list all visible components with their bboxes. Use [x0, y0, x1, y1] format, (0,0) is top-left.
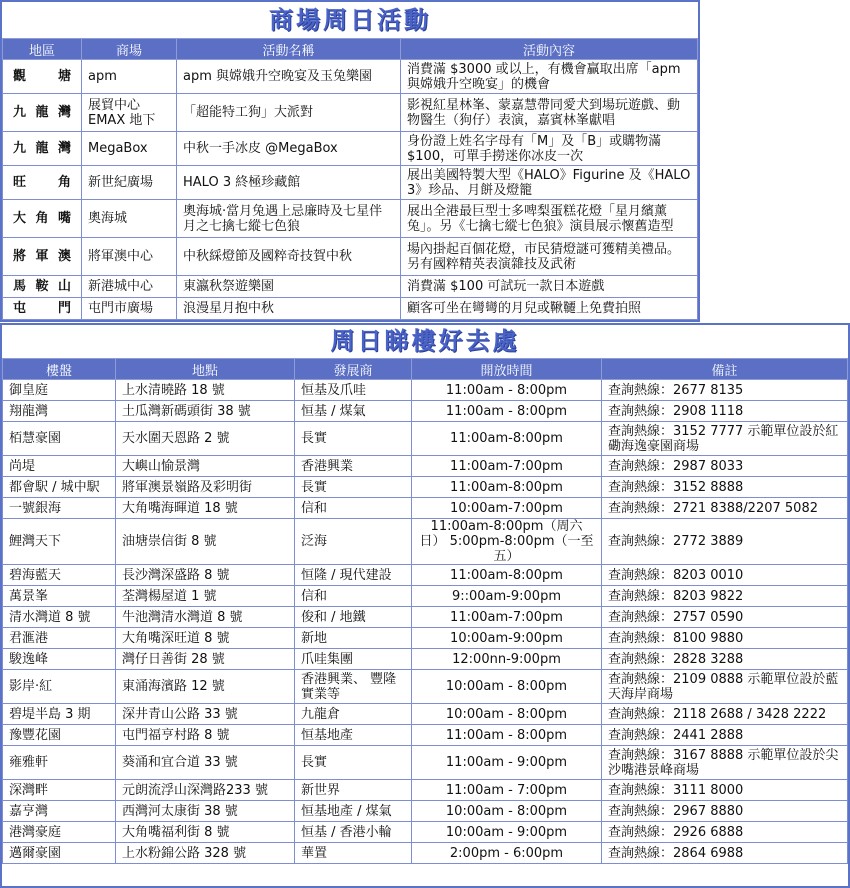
district-cell: 觀塘 — [3, 60, 82, 94]
estate-cell: 尚堤 — [3, 456, 116, 477]
mall-cell: 將軍澳中心 — [82, 238, 177, 276]
district-cell: 九龍灣 — [3, 94, 82, 132]
remarks-cell: 查詢熱線：8203 0010 — [602, 565, 848, 586]
home-listing-row — [3, 670, 848, 704]
opening-hours-cell: 11:00am - 8:00pm — [412, 380, 602, 401]
opening-hours-cell: 11:00am-7:00pm — [412, 456, 602, 477]
district-cell: 屯門 — [3, 298, 82, 320]
home-listing-row — [3, 456, 848, 477]
mall-cell: 屯門市廣場 — [82, 298, 177, 320]
location-cell: 荃灣楊屋道 1 號 — [116, 586, 295, 607]
header-developer: 發展商 — [295, 359, 412, 380]
estate-cell: 駿逸峰 — [3, 649, 116, 670]
header-location: 地點 — [116, 359, 295, 380]
estate-cell: 碧海藍天 — [3, 565, 116, 586]
opening-hours-cell: 11:00am - 8:00pm — [412, 725, 602, 746]
event-details-cell: 消費滿 $3000 或以上，有機會贏取出席「apm 與嫦娥升空晚宴」的機會 — [401, 60, 698, 94]
remarks-cell: 查詢熱線：8100 9880 — [602, 628, 848, 649]
mall-cell: 新港城中心 — [82, 276, 177, 298]
district-cell: 大角嘴 — [3, 200, 82, 238]
location-cell: 大嶼山愉景灣 — [116, 456, 295, 477]
home-listing-row — [3, 607, 848, 628]
remarks-cell: 查詢熱線：2967 8880 — [602, 801, 848, 822]
home-listing-row — [3, 843, 848, 864]
location-cell: 油塘崇信街 8 號 — [116, 519, 295, 565]
opening-hours-cell: 12:00nn-9:00pm — [412, 649, 602, 670]
event-name-cell: HALO 3 終極珍藏館 — [177, 166, 401, 200]
remarks-cell: 查詢熱線：2721 8388/2207 5082 — [602, 498, 848, 519]
mall-events-title: 商場周日活動 — [269, 6, 431, 34]
opening-hours-cell: 11:00am-8:00pm（周六日） 5:00pm-8:00pm（一至五） — [412, 519, 602, 565]
location-cell: 元朗流浮山深灣路233 號 — [116, 780, 295, 801]
developer-cell: 恒基 / 煤氣 — [295, 401, 412, 422]
event-details-cell: 消費滿 $100 可試玩一款日本遊戲 — [401, 276, 698, 298]
event-details-cell: 影視紅星林峯、蒙嘉慧帶同愛犬到場玩遊戲、動物醫生（狗仔）表演，嘉賓林峯獻唱 — [401, 94, 698, 132]
location-cell: 灣仔日善街 28 號 — [116, 649, 295, 670]
header-event-name: 活動名稱 — [177, 39, 401, 60]
home-listing-row — [3, 628, 848, 649]
location-cell: 大角嘴海暉道 18 號 — [116, 498, 295, 519]
home-viewing-title-band — [2, 325, 848, 358]
header-mall: 商場 — [82, 39, 177, 60]
home-listing-row — [3, 822, 848, 843]
remarks-cell: 查詢熱線：3167 8888 示範單位設於尖沙嘴港景峰商場 — [602, 746, 848, 780]
remarks-cell: 查詢熱線：2828 3288 — [602, 649, 848, 670]
developer-cell: 長實 — [295, 422, 412, 456]
location-cell: 上水粉錦公路 328 號 — [116, 843, 295, 864]
developer-cell: 恒基地產 — [295, 725, 412, 746]
opening-hours-cell: 2:00pm - 6:00pm — [412, 843, 602, 864]
opening-hours-cell: 11:00am-8:00pm — [412, 477, 602, 498]
remarks-cell: 查詢熱線：3111 8000 — [602, 780, 848, 801]
home-listing-row — [3, 422, 848, 456]
location-cell: 上水清曉路 18 號 — [116, 380, 295, 401]
developer-cell: 香港興業 — [295, 456, 412, 477]
event-name-cell: 東瀛秋祭遊樂園 — [177, 276, 401, 298]
home-viewing-section — [0, 323, 850, 888]
location-cell: 深井青山公路 33 號 — [116, 704, 295, 725]
remarks-cell: 查詢熱線：2441 2888 — [602, 725, 848, 746]
home-listing-row — [3, 704, 848, 725]
home-listing-row — [3, 586, 848, 607]
remarks-cell: 查詢熱線：2908 1118 — [602, 401, 848, 422]
location-cell: 葵涌和宜合道 33 號 — [116, 746, 295, 780]
opening-hours-cell: 10:00am - 9:00pm — [412, 822, 602, 843]
remarks-cell: 查詢熱線：3152 8888 — [602, 477, 848, 498]
event-details-cell: 展出全港最巨型士多啤梨蛋糕花燈「星月繽薰兔」。另《七擒七縱七色狼》演員展示懷舊造型 — [401, 200, 698, 238]
event-details-cell: 展出美國特製大型《HALO》Figurine 及《HALO 3》珍品、月餅及燈籠 — [401, 166, 698, 200]
event-name-cell: 中秋一手冰皮 @MegaBox — [177, 132, 401, 166]
remarks-cell: 查詢熱線：2926 6888 — [602, 822, 848, 843]
mall-event-row — [3, 200, 698, 238]
developer-cell: 九龍倉 — [295, 704, 412, 725]
district-cell: 九龍灣 — [3, 132, 82, 166]
opening-hours-cell: 10:00am - 8:00pm — [412, 704, 602, 725]
home-listing-row — [3, 649, 848, 670]
mall-cell: apm — [82, 60, 177, 94]
district-cell: 馬鞍山 — [3, 276, 82, 298]
event-name-cell: 浪漫星月抱中秋 — [177, 298, 401, 320]
mall-events-table — [2, 38, 698, 320]
developer-cell: 恒基及爪哇 — [295, 380, 412, 401]
remarks-cell: 查詢熱線：2757 0590 — [602, 607, 848, 628]
opening-hours-cell: 10:00am-9:00pm — [412, 628, 602, 649]
district-cell: 旺角 — [3, 166, 82, 200]
mall-cell: 奧海城 — [82, 200, 177, 238]
estate-cell: 嘉亨灣 — [3, 801, 116, 822]
estate-cell: 港灣豪庭 — [3, 822, 116, 843]
remarks-cell: 查詢熱線：2772 3889 — [602, 519, 848, 565]
home-listing-row — [3, 565, 848, 586]
mall-event-row — [3, 276, 698, 298]
estate-cell: 雍雅軒 — [3, 746, 116, 780]
home-listing-row — [3, 725, 848, 746]
developer-cell: 新地 — [295, 628, 412, 649]
mall-event-row — [3, 166, 698, 200]
developer-cell: 爪哇集團 — [295, 649, 412, 670]
opening-hours-cell: 10:00am - 8:00pm — [412, 670, 602, 704]
mall-cell: 新世紀廣場 — [82, 166, 177, 200]
event-details-cell: 顧客可坐在彎彎的月兒或鞦韆上免費拍照 — [401, 298, 698, 320]
location-cell: 長沙灣深盛路 8 號 — [116, 565, 295, 586]
event-details-cell: 身份證上姓名字母有「M」及「B」或購物滿 $100，可單手撈迷你冰皮一次 — [401, 132, 698, 166]
estate-cell: 清水灣道 8 號 — [3, 607, 116, 628]
opening-hours-cell: 11:00am-8:00pm — [412, 422, 602, 456]
opening-hours-cell: 11:00am-8:00pm — [412, 565, 602, 586]
location-cell: 土瓜灣新碼頭街 38 號 — [116, 401, 295, 422]
developer-cell: 恒基地產 / 煤氣 — [295, 801, 412, 822]
estate-cell: 影岸‧紅 — [3, 670, 116, 704]
district-cell: 將軍澳 — [3, 238, 82, 276]
remarks-cell: 查詢熱線：8203 9822 — [602, 586, 848, 607]
developer-cell: 長實 — [295, 477, 412, 498]
home-listing-row — [3, 498, 848, 519]
location-cell: 天水圍天恩路 2 號 — [116, 422, 295, 456]
header-remarks: 備註 — [602, 359, 848, 380]
location-cell: 西灣河太康街 38 號 — [116, 801, 295, 822]
opening-hours-cell: 9::00am-9:00pm — [412, 586, 602, 607]
estate-cell: 都會駅 / 城中駅 — [3, 477, 116, 498]
location-cell: 東涌海濱路 12 號 — [116, 670, 295, 704]
location-cell: 大角嘴深旺道 8 號 — [116, 628, 295, 649]
estate-cell: 御皇庭 — [3, 380, 116, 401]
location-cell: 牛池灣清水灣道 8 號 — [116, 607, 295, 628]
event-name-cell: 「超能特工狗」大派對 — [177, 94, 401, 132]
header-event-details: 活動內容 — [401, 39, 698, 60]
mall-cell: MegaBox — [82, 132, 177, 166]
developer-cell: 俊和 / 地鐵 — [295, 607, 412, 628]
mall-event-row — [3, 298, 698, 320]
estate-cell: 君滙港 — [3, 628, 116, 649]
estate-cell: 豫豐花園 — [3, 725, 116, 746]
header-estate: 樓盤 — [3, 359, 116, 380]
estate-cell: 一號銀海 — [3, 498, 116, 519]
remarks-cell: 查詢熱線：2677 8135 — [602, 380, 848, 401]
remarks-cell: 查詢熱線：2118 2688 / 3428 2222 — [602, 704, 848, 725]
developer-cell: 信和 — [295, 586, 412, 607]
home-listing-row — [3, 477, 848, 498]
estate-cell: 碧堤半島 3 期 — [3, 704, 116, 725]
mall-event-row — [3, 132, 698, 166]
mall-cell: 展貿中心 EMAX 地下 — [82, 94, 177, 132]
home-viewing-title: 周日睇樓好去處 — [330, 327, 520, 355]
mall-events-section — [0, 0, 700, 322]
estate-cell: 鯉灣天下 — [3, 519, 116, 565]
home-listing-row — [3, 380, 848, 401]
developer-cell: 華置 — [295, 843, 412, 864]
estate-cell: 深灣畔 — [3, 780, 116, 801]
estate-cell: 萬景峯 — [3, 586, 116, 607]
remarks-cell: 查詢熱線：2987 8033 — [602, 456, 848, 477]
mall-events-header-row — [3, 39, 698, 60]
mall-event-row — [3, 238, 698, 276]
remarks-cell: 查詢熱線：2109 0888 示範單位設於藍天海岸商場 — [602, 670, 848, 704]
mall-event-row — [3, 60, 698, 94]
location-cell: 屯門福亨村路 8 號 — [116, 725, 295, 746]
header-district: 地區 — [3, 39, 82, 60]
estate-cell: 栢慧豪園 — [3, 422, 116, 456]
event-name-cell: apm 與嫦娥升空晚宴及玉兔樂園 — [177, 60, 401, 94]
estate-cell: 翔龍灣 — [3, 401, 116, 422]
developer-cell: 長實 — [295, 746, 412, 780]
home-viewing-header-row — [3, 359, 848, 380]
estate-cell: 邁爾豪園 — [3, 843, 116, 864]
opening-hours-cell: 10:00am - 8:00pm — [412, 801, 602, 822]
event-details-cell: 場內掛起百個花燈，市民猜燈謎可獲精美禮品。另有國粹精英表演雜技及武術 — [401, 238, 698, 276]
developer-cell: 香港興業、 豐隆實業等 — [295, 670, 412, 704]
developer-cell: 泛海 — [295, 519, 412, 565]
developer-cell: 恒基 / 香港小輪 — [295, 822, 412, 843]
location-cell: 將軍澳景嶺路及彩明街 — [116, 477, 295, 498]
home-listing-row — [3, 780, 848, 801]
opening-hours-cell: 11:00am-7:00pm — [412, 607, 602, 628]
mall-event-row — [3, 94, 698, 132]
opening-hours-cell: 10:00am-7:00pm — [412, 498, 602, 519]
home-viewing-table — [2, 358, 848, 864]
home-listing-row — [3, 401, 848, 422]
event-name-cell: 奧海城‧當月兔遇上忌廉時及七星伴月之七擒七縱七色狼 — [177, 200, 401, 238]
opening-hours-cell: 11:00am - 7:00pm — [412, 780, 602, 801]
developer-cell: 恒隆 / 現代建設 — [295, 565, 412, 586]
header-opening-hours: 開放時間 — [412, 359, 602, 380]
developer-cell: 信和 — [295, 498, 412, 519]
remarks-cell: 查詢熱線：2864 6988 — [602, 843, 848, 864]
opening-hours-cell: 11:00am - 9:00pm — [412, 746, 602, 780]
opening-hours-cell: 11:00am - 8:00pm — [412, 401, 602, 422]
location-cell: 大角嘴福利街 8 號 — [116, 822, 295, 843]
home-listing-row — [3, 519, 848, 565]
event-name-cell: 中秋綵燈節及國粹奇技賀中秋 — [177, 238, 401, 276]
remarks-cell: 查詢熱線：3152 7777 示範單位設於紅磡海逸豪園商場 — [602, 422, 848, 456]
mall-events-title-band — [2, 2, 698, 38]
home-listing-row — [3, 801, 848, 822]
home-listing-row — [3, 746, 848, 780]
developer-cell: 新世界 — [295, 780, 412, 801]
